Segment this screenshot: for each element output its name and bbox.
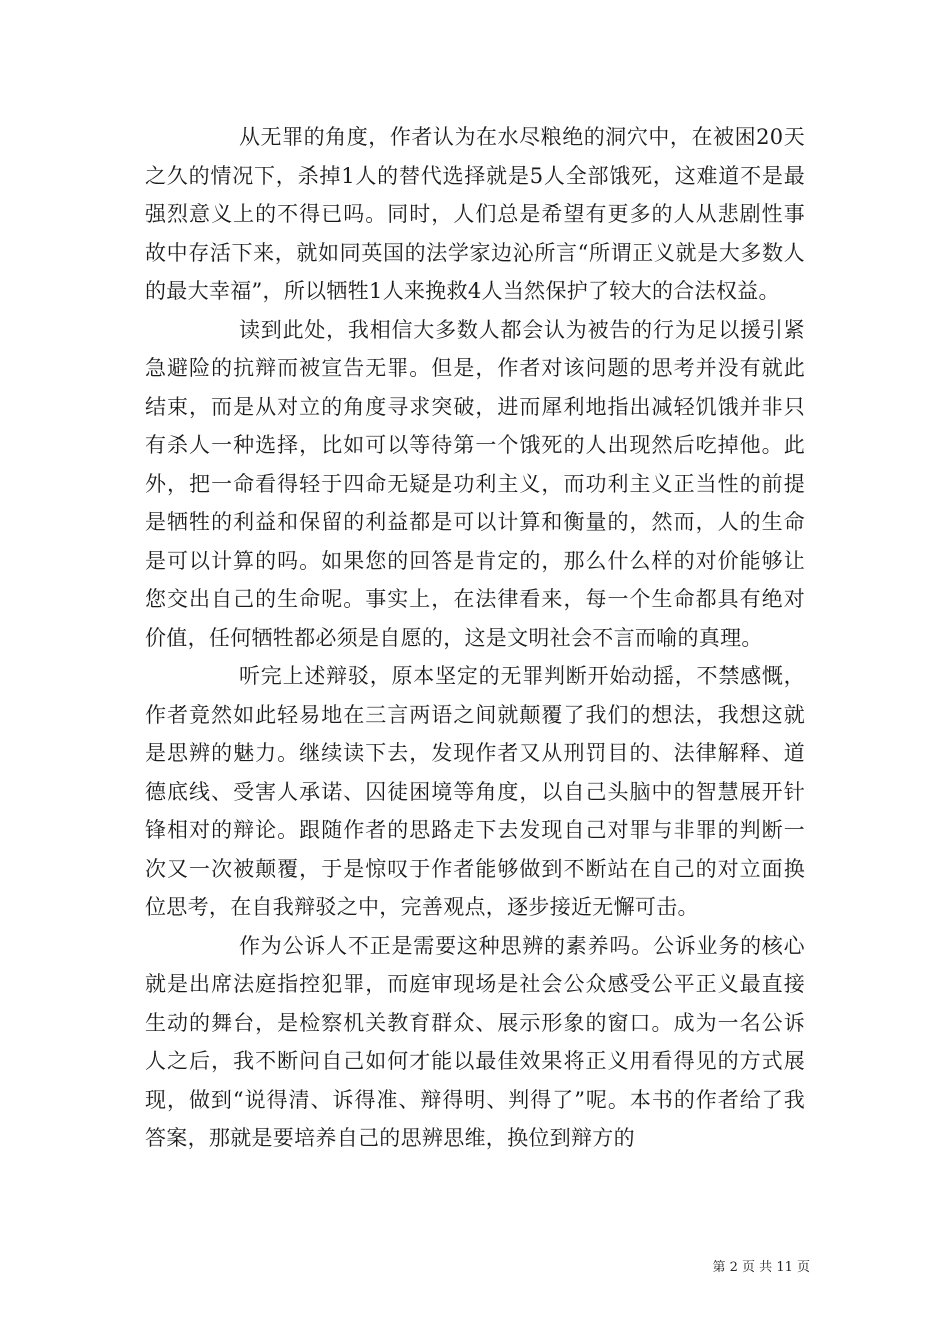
paragraph-2: 读到此处，我相信大多数人都会认为被告的行为足以援引紧急避险的抗辩而被宣告无罪。但是，作者对该问题的思考并没有就此结束，而是从对立的角度寻求突破，进而犀利地指出减轻饥饿并非只有杀人一种选择，比如可以等待第一个饿死的人出现然后吃掉他。此外，把一命看得轻于四命无疑是功利主义，而功利主义正当性的前提是牺牲的利益和保留的利益都是可以计算和衡量的，然而，人的生命是可以计算的吗。如果您的回答是肯定的，那么什么样的对价能够让您交出自己的生命呢。事实上，在法律看来，每一个生命都具有绝对价值，任何牺牲都必须是自愿的，这是文明社会不言而喻的真理。	[145, 317, 805, 650]
paragraph-4: 作为公诉人不正是需要这种思辨的素养吗。公诉业务的核心就是出席法庭指控犯罪，而庭审现场是社会公众感受公平正义最直接生动的舞台，是检察机关教育群众、展示形象的窗口。成为一名公诉人之后，我不断问自己如何才能以最佳效果将正义用看得见的方式展现，做到“说得清、诉得准、辩得明、判得了”呢。本书的作者给了我答案，那就是要培养自己的思辨思维，换位到辩方的	[145, 933, 805, 1150]
paragraph-1: 从无罪的角度，作者认为在水尽粮绝的洞穴中，在被困20天之久的情况下，杀掉1人的替代选择就是5人全部饿死，这难道不是最强烈意义上的不得已吗。同时，人们总是希望有更多的人从悲剧性事故中存活下来，就如同英国的法学家边沁所言“所谓正义就是大多数人的最大幸福”，所以牺牲1人来挽救4人当然保护了较大的合法权益。	[145, 125, 805, 303]
paragraph-3: 听完上述辩驳，原本坚定的无罪判断开始动摇，不禁感慨，作者竟然如此轻易地在三言两语之间就颠覆了我们的想法，我想这就是思辨的魅力。继续读下去，发现作者又从刑罚目的、法律解释、道德底线、受害人承诺、囚徒困境等角度，以自己头脑中的智慧展开针锋相对的辩论。跟随作者的思路走下去发现自己对罪与非罪的判断一次又一次被颠覆，于是惊叹于作者能够做到不断站在自己的对立面换位思考，在自我辩驳之中，完善观点，逐步接近无懈可击。	[145, 664, 805, 919]
page-number-footer: 第 2 页 共 11 页	[712, 1260, 810, 1275]
document-body	[145, 118, 805, 1158]
